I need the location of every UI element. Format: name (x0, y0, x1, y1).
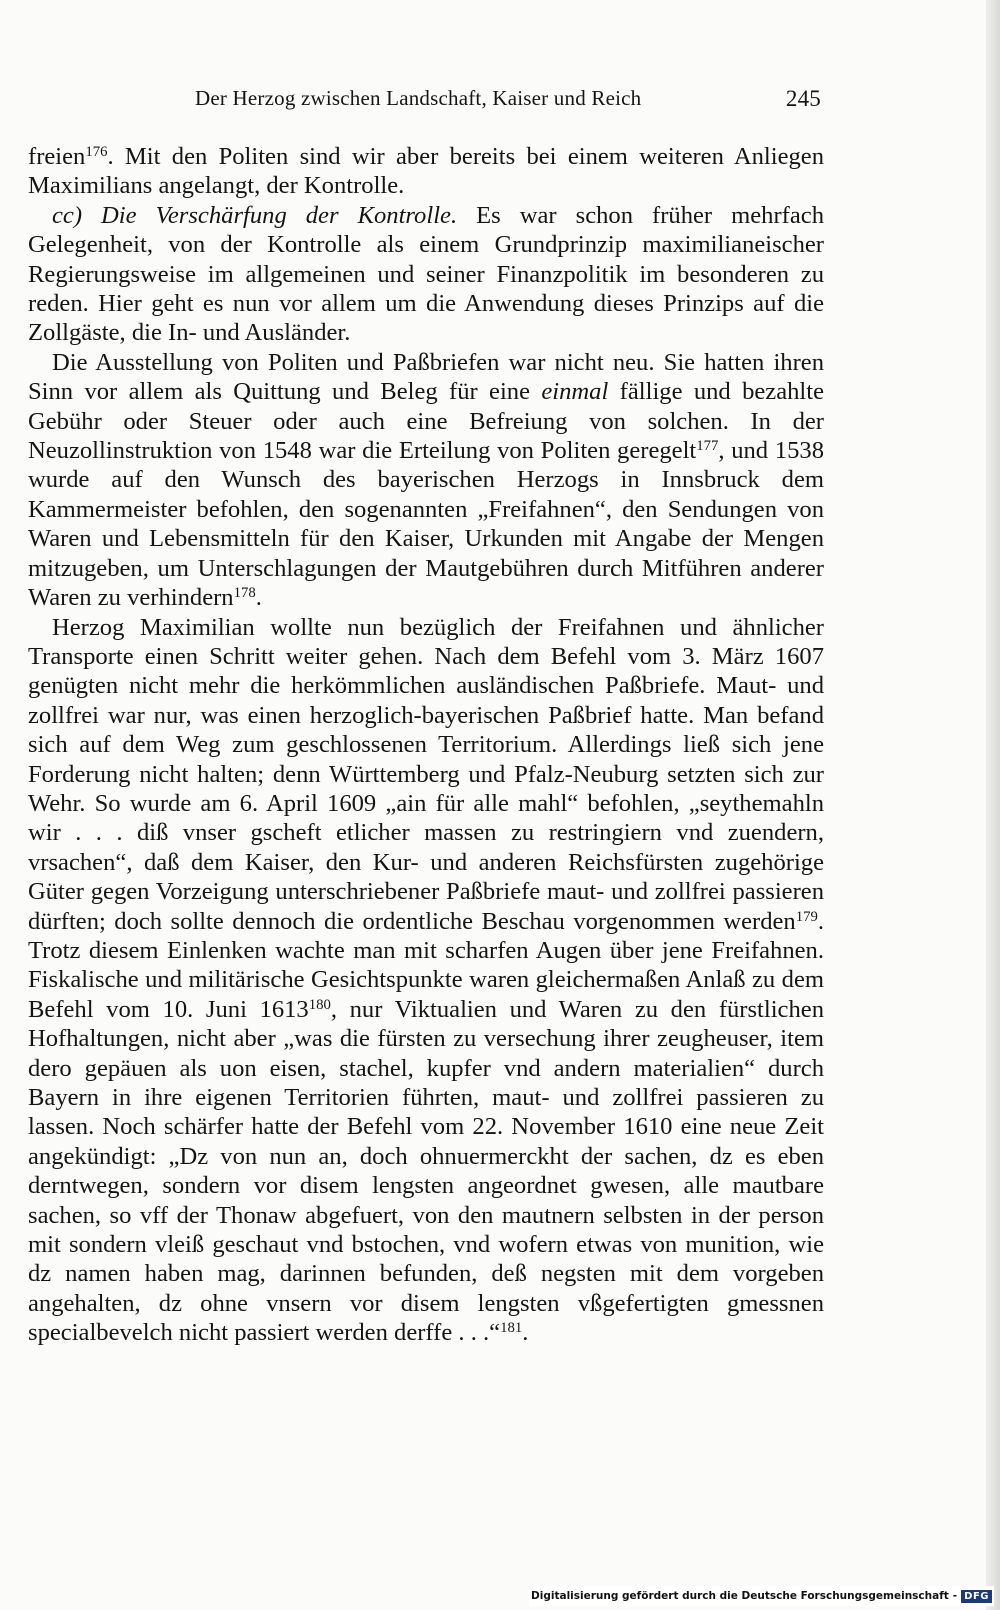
italic-text: einmal (541, 378, 609, 406)
running-head (195, 86, 821, 116)
text-run: . (255, 584, 262, 612)
footer-credit-text: Digitalisierung gefördert durch die Deutsche Forschungsgemeinschaft (531, 1590, 949, 1602)
text-run: , und 1538 wurde auf den Wunsch des bayerischen Herzogs in Innsbruck dem Kammermeister befohlen, den sogenannten „Freifahnen“, den Sendungen von Waren und Lebensmitteln für den Kaiser, Urkunden mit Angabe der Mengen mitzugeben, um Unterschlagungen der Mautgebühren durch Mitführen anderer Waren zu verhindern (28, 437, 824, 612)
body-text (28, 142, 824, 1348)
footnote-ref: 181 (500, 1320, 523, 1337)
text-run: Die Ausstellung von Politen und Paßbriefen war nicht neu. Sie hatten ihren Sinn vor allem als Quittung und Beleg für eine (28, 348, 824, 406)
text-run: . Mit den Politen sind wir aber bereits bei einem weiteren Anliegen Maximilians angelangt, der Kontrolle. (28, 143, 824, 200)
paragraph (28, 348, 824, 613)
page-number: 245 (785, 86, 821, 111)
text-run: . Trotz diesem Einlenken wachte man mit scharfen Augen über jene Freifahnen. Fiskalische und militärische Gesichtspunkte waren gleichermaßen Anlaß zu dem Befehl vom 10. Juni 1613 (28, 907, 824, 1023)
paragraph (28, 142, 824, 201)
running-head-title: Der Herzog zwischen Landschaft, Kaiser und Reich (195, 86, 642, 110)
footnote-ref: 177 (696, 437, 719, 454)
paragraph (28, 613, 824, 1348)
footer-credit: Digitalisierung gefördert durch die Deutsche Forschungsgemeinschaft - DFG (529, 1586, 994, 1606)
page-edge-shadow (986, 0, 1000, 1610)
text-run: . (522, 1319, 529, 1347)
text-run: Es war schon früher mehrfach Gelegenheit, von der Kontrolle als einem Grundprinzip maximilianeischer Regierungsweise im allgemeinen und seiner Finanzpolitik im besonderen zu reden. Hier geht es nun vor allem um die Anwendung dieses Prinzips auf die Zollgäste, die In- und Ausländer. (28, 201, 824, 347)
text-run: fällige und bezahlte Gebühr oder Steuer oder auch eine Befreiung von solchen. In der Neuzollinstruktion von 1548 war die Erteilung von Politen geregelt (28, 378, 825, 465)
text-run: freien (28, 143, 86, 170)
footnote-ref: 176 (85, 143, 108, 160)
italic-text: cc) Die Verschärfung der Kontrolle. (52, 201, 458, 229)
footnote-ref: 179 (795, 908, 818, 925)
footnote-ref: 180 (308, 996, 331, 1013)
paragraph (28, 201, 824, 348)
footnote-ref: 178 (233, 584, 256, 601)
dfg-logo: DFG (961, 1590, 992, 1603)
text-run: Herzog Maximilian wollte nun bezüglich der Freifahnen und ähnlicher Transporte einen Schritt weiter gehen. Nach dem Befehl vom 3. März 1607 genügten nicht mehr die herkömmlichen ausländischen Paßbriefe. Maut- und zollfrei war nur, was einen herzoglich-bayerischen Paßbrief hatte. Man befand sich auf dem Weg zum geschlossenen Territorium. Allerdings ließ sich jene Forderung nicht halten; denn Württemberg und Pfalz-Neuburg setzten sich zur Wehr. So wurde am 6. April 1609 „ain für alle mahl“ befohlen, „seythemahln wir . . . diß vnser gscheft etlicher massen zu restringiern vnd zuendern, vrsachen“, daß dem Kaiser, den Kur- und anderen Reichsfürsten zugehörige Güter gegen Vorzeigung unterschriebener Paßbriefe maut- und zollfrei passieren dürften; doch sollte dennoch die ordentliche Beschau vorgenommen werden (28, 613, 824, 935)
text-run: , nur Viktualien und Waren zu den fürstlichen Hofhaltungen, nicht aber „was die fürsten zu versechung ihrer zeugheuser, item dero gepäuen als uon eisen, stachel, kupfer vnd andern materialien“ durch Bayern in ihre eigenen Territorien führten, maut- und zollfrei passieren zu lassen. Noch schärfer hatte der Befehl vom 22. November 1610 eine neue Zeit angekündigt: „Dz von nun an, doch ohnuermerckht der sachen, dz es eben derntwegen, sondern vor disem lengsten angeordnet gwesen, alle mautbare sachen, so vff der Thonaw abgefuert, von den mautnern selbsten in der person mit sondern vleiß geschaut vnd bstochen, vnd wofern etwas von munition, wie dz namen haben mag, darinnen befunden, deß negsten mit dem vorgeben angehalten, dz ohne vnsern vor disem lengsten vßgefertigten gmessnen specialbevelch nicht passiert werden derffe . . .“ (28, 995, 824, 1347)
